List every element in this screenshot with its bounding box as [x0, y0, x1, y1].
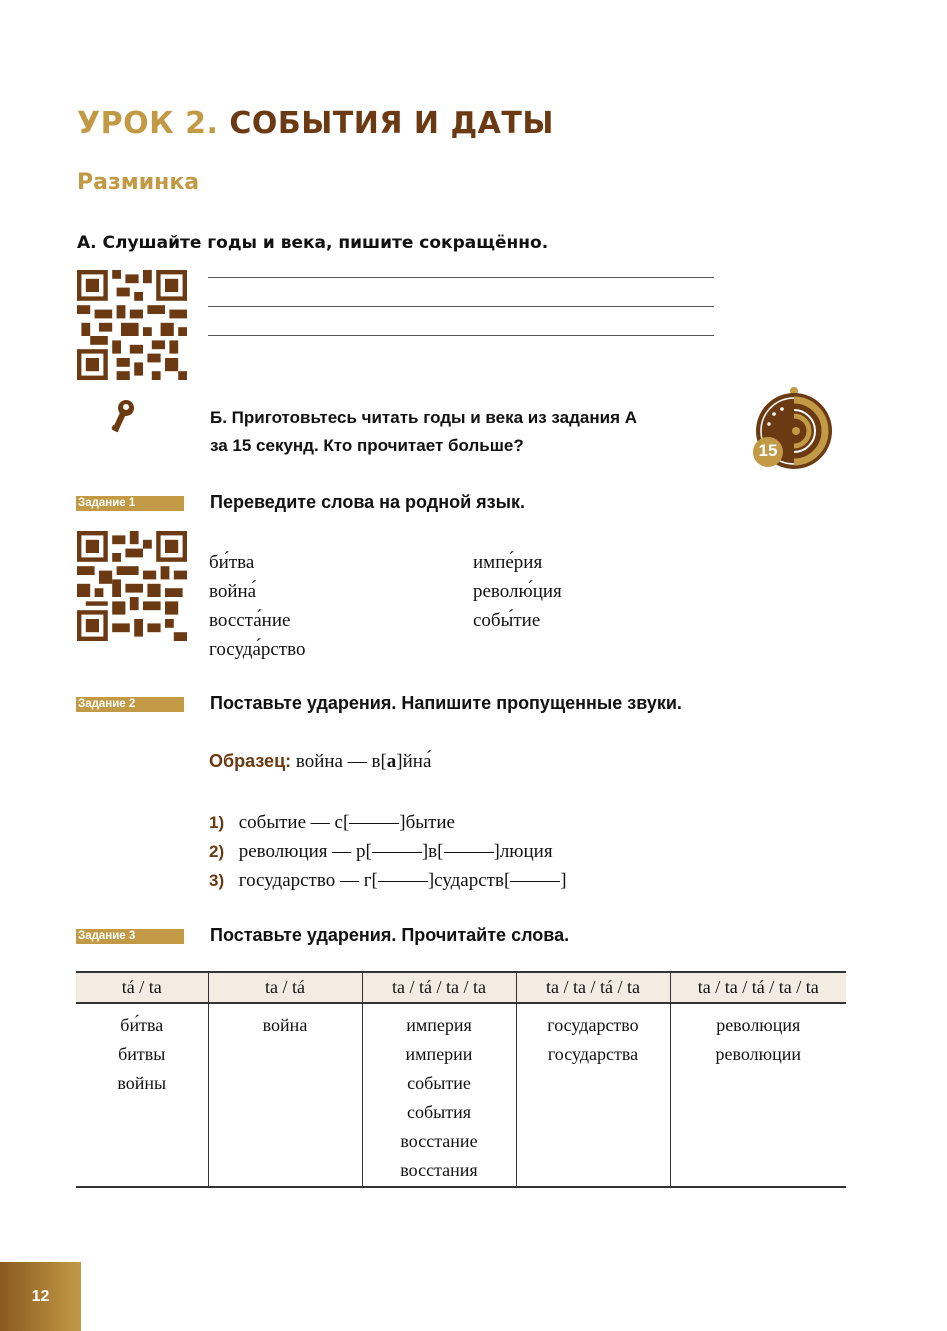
cell-word: событие: [407, 1073, 471, 1093]
cell-word: государство: [547, 1015, 639, 1035]
table-cell: [208, 1003, 362, 1187]
task2-title: Поставьте ударения. Напишите пропущенные звуки.: [210, 693, 682, 713]
word: импе́рия: [473, 552, 543, 573]
timer-value: 15: [758, 441, 778, 460]
cell-word: войны: [117, 1073, 167, 1093]
cell-word: восстание: [400, 1131, 478, 1151]
cell-word: государства: [547, 1044, 639, 1064]
task1-title: Переведите слова на родной язык.: [210, 492, 525, 512]
word: револю́ция: [473, 581, 562, 602]
blank-input[interactable]: [510, 881, 560, 882]
item-text: ]: [560, 870, 567, 891]
word-list-right: [473, 548, 562, 635]
column-header: tá / ta: [76, 972, 208, 1003]
word: би́тва: [209, 552, 255, 573]
table-header-row: [76, 972, 846, 1003]
section-heading: Разминка: [77, 170, 200, 195]
qr-code-icon[interactable]: [77, 531, 187, 641]
item-number: 1): [209, 813, 225, 832]
blank-input[interactable]: [378, 881, 428, 882]
cell-word: восстания: [400, 1160, 478, 1180]
word: восста́ние: [209, 610, 291, 631]
item-text: ]в[: [421, 841, 444, 862]
sample-label: Образец:: [209, 751, 292, 771]
stress-table: [76, 971, 846, 1188]
cell-word: революция: [716, 1015, 801, 1035]
column-header: ta / ta / tá / ta: [516, 972, 670, 1003]
blank-input[interactable]: [444, 852, 494, 853]
lesson-title: [77, 106, 554, 141]
task-badge: Задание 2: [76, 697, 184, 712]
column-header: ta / ta / tá / ta / ta: [670, 972, 846, 1003]
exercise-item: [209, 808, 455, 837]
qr-code-icon[interactable]: [77, 270, 187, 380]
answer-line[interactable]: [208, 306, 714, 307]
table-cell: [362, 1003, 516, 1187]
task-b-line1: Б. Приготовьтесь читать годы и века из задания А: [210, 408, 637, 427]
blank-input[interactable]: [349, 823, 399, 824]
cell-word: империи: [405, 1044, 473, 1064]
cell-word: революции: [715, 1044, 801, 1064]
table-cell: [76, 1003, 208, 1187]
lesson-topic: СОБЫТИЯ И ДАТЫ: [229, 106, 554, 141]
lesson-number: УРОК 2.: [77, 106, 219, 141]
word-list-left: [209, 548, 305, 664]
blank-input[interactable]: [372, 852, 422, 853]
answer-line[interactable]: [208, 335, 714, 336]
exercise-item: [209, 866, 567, 895]
item-text: ]сударств[: [427, 870, 511, 891]
item-text: событие — с[: [238, 812, 350, 833]
sample-sound: а: [386, 751, 397, 772]
task-b-line2: за 15 секунд. Кто прочитает больше?: [210, 436, 524, 455]
task-b-text: [210, 404, 730, 460]
table-cell: [670, 1003, 846, 1187]
word: госуда́рство: [209, 639, 306, 660]
item-text: государство — г[: [238, 870, 378, 891]
task-badge: Задание 3: [76, 929, 184, 944]
table-row: [76, 1003, 846, 1187]
sample-rest: ]йна́: [396, 751, 432, 772]
table-cell: [516, 1003, 670, 1187]
column-header: ta / tá / ta / ta: [362, 972, 516, 1003]
task-a-title: А. Слушайте годы и века, пишите сокращённо.: [77, 233, 549, 253]
sample-word: война — в[: [295, 751, 387, 772]
sample-example: [209, 751, 431, 773]
key-icon: [108, 398, 140, 436]
column-header: ta / tá: [208, 972, 362, 1003]
word: война́: [209, 581, 257, 602]
task-badge: Задание 1: [76, 496, 184, 511]
word: собы́тие: [473, 610, 541, 631]
item-text: революция — р[: [238, 841, 372, 862]
exercise-item: [209, 837, 553, 866]
cell-word: битвы: [118, 1044, 166, 1064]
item-text: ]люция: [493, 841, 553, 862]
item-number: 2): [209, 842, 225, 861]
item-number: 3): [209, 871, 225, 890]
item-text: ]бытие: [399, 812, 455, 833]
answer-line[interactable]: [208, 277, 714, 278]
task3-title: Поставьте ударения. Прочитайте слова.: [210, 925, 570, 945]
cell-word: би́тва: [120, 1015, 164, 1035]
cell-word: события: [406, 1102, 472, 1122]
cell-word: война: [262, 1015, 308, 1035]
page-number: 12: [31, 1288, 50, 1305]
cell-word: империя: [406, 1015, 472, 1035]
